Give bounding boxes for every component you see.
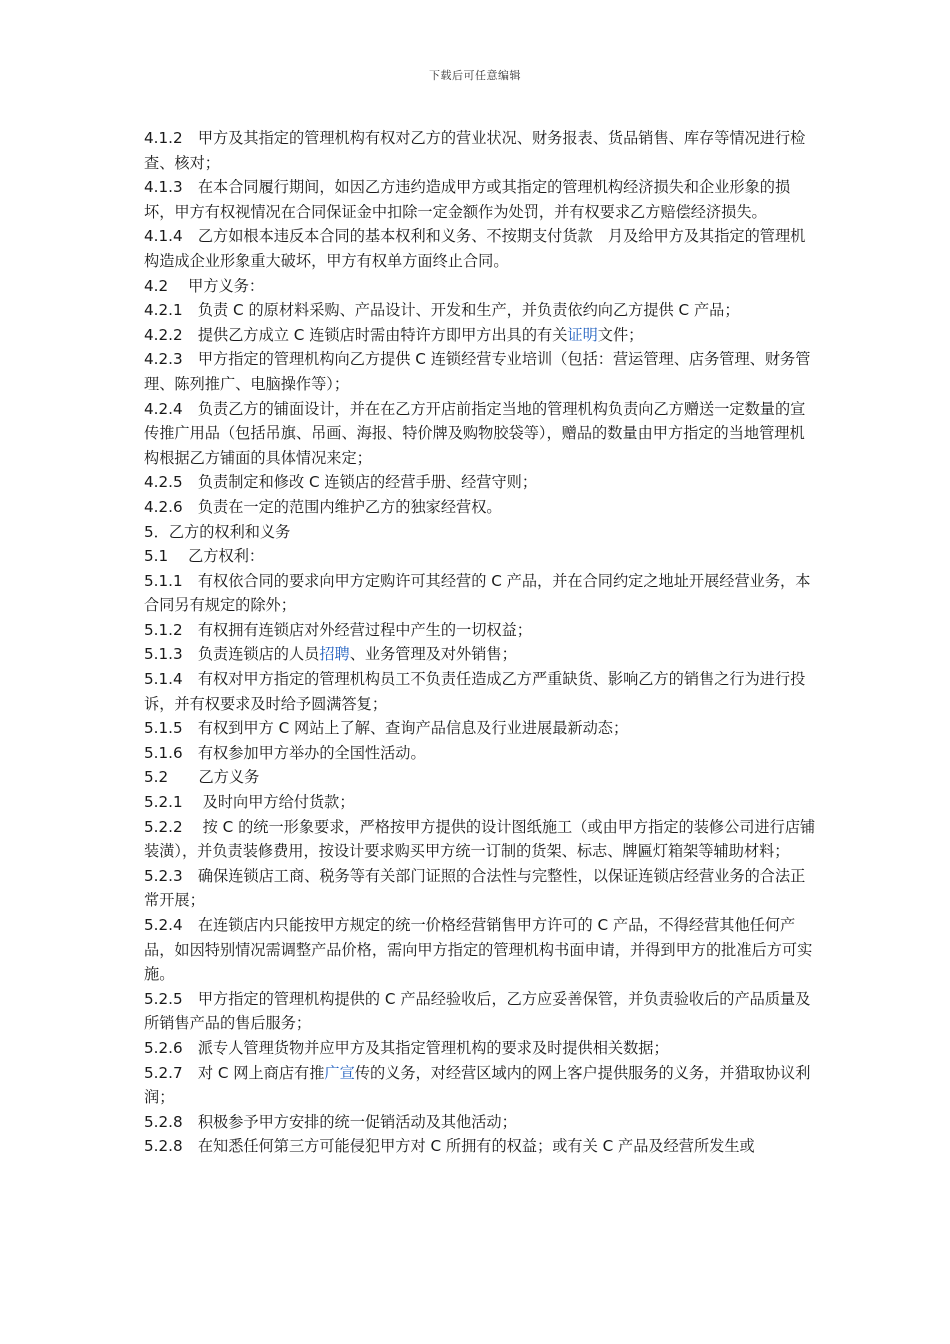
clause-paragraph: 5.1.1 有权依合同的要求向甲方定购许可其经营的 C 产品，并在合同约定之地址开展经营业务，本合同另有规定的除外； [144, 571, 811, 615]
clause-paragraph: 5.1.2 有权拥有连锁店对外经营过程中产生的一切权益； [144, 620, 532, 639]
clause-paragraph: 4.2.1 负责 C 的原材料采购、产品设计、开发和生产，并负责依约向乙方提供 C 产品； [144, 301, 740, 320]
clause-text: 文件； [597, 325, 644, 344]
clause-paragraph: 5.2.5 甲方指定的管理机构提供的 C 产品经验收后，乙方应妥善保管，并负责验收后的产品质量及所销售产品的售后服务； [144, 989, 811, 1033]
clause-paragraph: 4.1.2 甲方及其指定的管理机构有权对乙方的营业状况、财务报表、货品销售、库存等情况进行检查、核对； [144, 129, 806, 172]
clause-paragraph: 5.2.6 派专人管理货物并应甲方及其指定管理机构的要求及时提供相关数据； [144, 1038, 669, 1057]
clause-paragraph: 5.1.4 有权对甲方指定的管理机构员工不负责任造成乙方严重缺货、影响乙方的销售之行为进行投诉，并有权要求及时给予圆满答复； [144, 670, 806, 713]
clause-paragraph: 4.2.6 负责在一定的范围内维护乙方的独家经营权。 [144, 497, 502, 516]
clause-paragraph: 5．乙方的权利和义务 [144, 522, 291, 541]
inline-link[interactable]: 招聘 [319, 645, 350, 664]
clause-paragraph: 5.2.4 在连锁店内只能按甲方规定的统一价格经营销售甲方许可的 C 产品，不得经营其他任何产品，如因特别情况需调整产品价格，需向甲方指定的管理机构书面申请，并得到甲方的批准后方可实施。 [144, 916, 813, 984]
clause-text: 、业务管理及对外销售； [349, 645, 517, 664]
clause-paragraph: 5.2.8 在知悉任何第三方可能侵犯甲方对 C 所拥有的权益；或有关 C 产品及经营所发生或 [144, 1137, 755, 1156]
clause-paragraph: 4.2.5 负责制定和修改 C 连锁店的经营手册、经营守则； [144, 473, 538, 492]
clause-text: 5.1.3 负责连锁店的人员 [144, 645, 320, 664]
clause-paragraph [144, 642, 816, 667]
clause-text: 5.2.7 对 C 网上商店有推 [144, 1063, 325, 1082]
clause-text: 传的义务，对经营区域内的网上客户提供服务的义务，并猎取协议利润； [144, 1063, 811, 1107]
clause-paragraph: 4.1.4 乙方如根本违反本合同的基本权利和义务、不按期支付货款 月及给甲方及其指定的管理机构造成企业形象重大破坏，甲方有权单方面终止合同。 [144, 227, 806, 270]
clause-paragraph: 5.1.5 有权到甲方 C 网站上了解、查询产品信息及行业进展最新动态； [144, 719, 629, 738]
clause-paragraph: 4.2.4 负责乙方的铺面设计，并在在乙方开店前指定当地的管理机构负责向乙方赠送一定数量的宣传推广用品（包括吊旗、吊画、海报、特价牌及购物胶袋等），赠品的数量由甲方指定的当地管理机构根据乙方铺面的具体情况来定； [144, 399, 806, 467]
clause-paragraph: 5.2 乙方义务 [144, 768, 260, 787]
clause-paragraph: 5.2.3 确保连锁店工商、税务等有关部门证照的合法性与完整性，以保证连锁店经营业务的合法正常开展； [144, 866, 806, 910]
page-header: 下载后可任意编辑 [429, 69, 521, 82]
clause-paragraph: 4.2 甲方义务： [144, 276, 265, 295]
clause-paragraph: 5.1 乙方权利： [144, 547, 265, 566]
clause-paragraph: 5.2.1 及时向甲方给付货款； [144, 793, 355, 812]
clause-paragraph: 5.2.8 积极参予甲方安排的统一促销活动及其他活动； [144, 1112, 517, 1131]
clause-paragraph [144, 323, 816, 348]
clause-paragraph [144, 1061, 816, 1110]
inline-link[interactable]: 证明 [567, 325, 598, 344]
clause-paragraph: 5.1.6 有权参加甲方举办的全国性活动。 [144, 743, 426, 762]
inline-link[interactable]: 广宣 [324, 1063, 355, 1082]
clause-paragraph: 4.2.3 甲方指定的管理机构向乙方提供 C 连锁经营专业培训（包括：营运管理、店务管理、财务管理、陈列推广、电脑操作等）； [144, 350, 811, 393]
clause-paragraph: 4.1.3 在本合同履行期间，如因乙方违约造成甲方或其指定的管理机构经济损失和企业形象的损坏，甲方有权视情况在合同保证金中扣除一定金额作为处罚，并有权要求乙方赔偿经济损失。 [144, 178, 791, 221]
clause-text: 4.2.2 提供乙方成立 C 连锁店时需由特许方即甲方出具的有关 [144, 325, 568, 344]
clause-paragraph: 5.2.2 按 C 的统一形象要求，严格按甲方提供的设计图纸施工（或由甲方指定的装修公司进行店铺装潢），并负责装修费用，按设计要求购买甲方统一订制的货架、标志、牌匾灯箱架等辅助材料； [144, 817, 816, 861]
document-body [144, 126, 816, 1159]
